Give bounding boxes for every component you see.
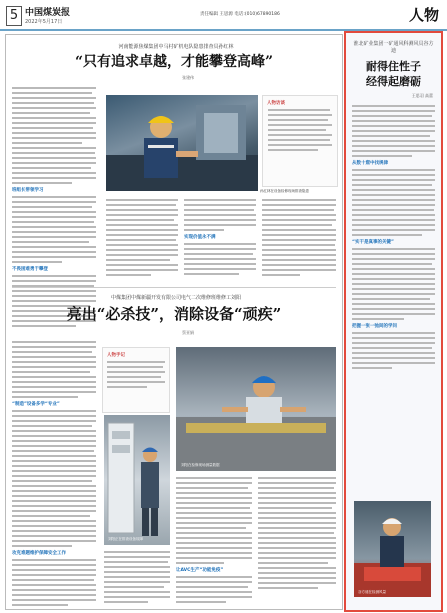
- sidebar-byline: 王思羽 高蕾: [411, 93, 433, 98]
- sidebar-text: [346, 103, 441, 374]
- article1-kicker: 河南能源焦煤集团中马村矿机电队隐患排查员孙红林: [118, 44, 234, 50]
- main-content: [5, 34, 343, 610]
- article1-text-col-3: [184, 199, 256, 278]
- article2-text-col-3: [258, 477, 336, 592]
- article1-subhead-3: 实现价值永不满: [184, 235, 216, 240]
- article2-headline: 亮出“必杀技”，消除设备“顽疾”: [66, 305, 282, 323]
- sidebar-article: [344, 31, 443, 612]
- article-divider: [12, 287, 336, 288]
- article1-caption: 孙红林在设备检修现场排查隐患: [260, 189, 309, 193]
- article2-text-col-1: [12, 341, 96, 609]
- page-number: 5: [6, 6, 22, 26]
- article1-headline: “只有追求卓越，才能攀登高峰”: [74, 54, 274, 70]
- page-header: [0, 0, 447, 32]
- article2-byline: 蔡亚娟: [182, 330, 194, 335]
- article2-text-col-4: [104, 551, 170, 606]
- sidebar-headline-line-1: 耐得住性子: [366, 60, 421, 73]
- article1-text-col-4: [262, 199, 336, 279]
- sidebar-kicker: 淮北矿业集团一矿通风科测风员谷方迪: [353, 41, 434, 54]
- article2-photo-2: [176, 347, 336, 471]
- article1-quote-box: [262, 95, 338, 187]
- article2-subhead-1: “制造”设备多学“专业”: [12, 402, 60, 407]
- article2-quote-box: [102, 347, 170, 413]
- article2-subhead-3: 让AVC生产“功能免疫”: [176, 568, 224, 573]
- article2-subhead-2: 攻克难题维护保障安全工作: [12, 551, 66, 556]
- sidebar-headline-line-2: 经得起磨砺: [366, 75, 421, 88]
- article2-text-col-2: [176, 477, 252, 606]
- article2-kicker: 中煤集团中煤新疆开发有限公司电气二次维修班维修工刘阳: [110, 295, 241, 301]
- article1-subhead-1: 班组长带领学习: [12, 188, 44, 193]
- article1-quote-title: 人物访谈: [267, 101, 285, 106]
- sidebar-subhead-2: “实干是真事的关键”: [352, 240, 394, 245]
- article2-quote-title: 人物手记: [107, 353, 125, 358]
- editor-info: 责任编辑 王思源 电话:(010)67890186: [200, 12, 280, 17]
- sidebar-photo: [354, 501, 431, 597]
- sidebar-subhead-3: 把握一张一弛间的学问: [352, 324, 397, 329]
- issue-date: 2022年5月17日: [25, 19, 63, 25]
- article1-photo: [106, 95, 258, 191]
- article2-photo-1: [104, 415, 170, 545]
- sidebar-subhead-1: 从数十窟中找规律: [352, 161, 388, 166]
- article1-byline: 张建伟: [182, 75, 194, 80]
- masthead: 中国煤炭报: [25, 8, 71, 18]
- section-title: 人物: [408, 6, 439, 24]
- article2-caption-2: 刘阳在检修现场测量数据: [181, 463, 220, 467]
- article2-caption-1: 刘阳正在排查设备故障: [108, 537, 143, 541]
- sidebar-caption: 谷方迪在检测风量: [358, 590, 386, 594]
- article1-subhead-2: 不畏困难勇于攀登: [12, 267, 48, 272]
- article1-text-col-2: [106, 199, 178, 279]
